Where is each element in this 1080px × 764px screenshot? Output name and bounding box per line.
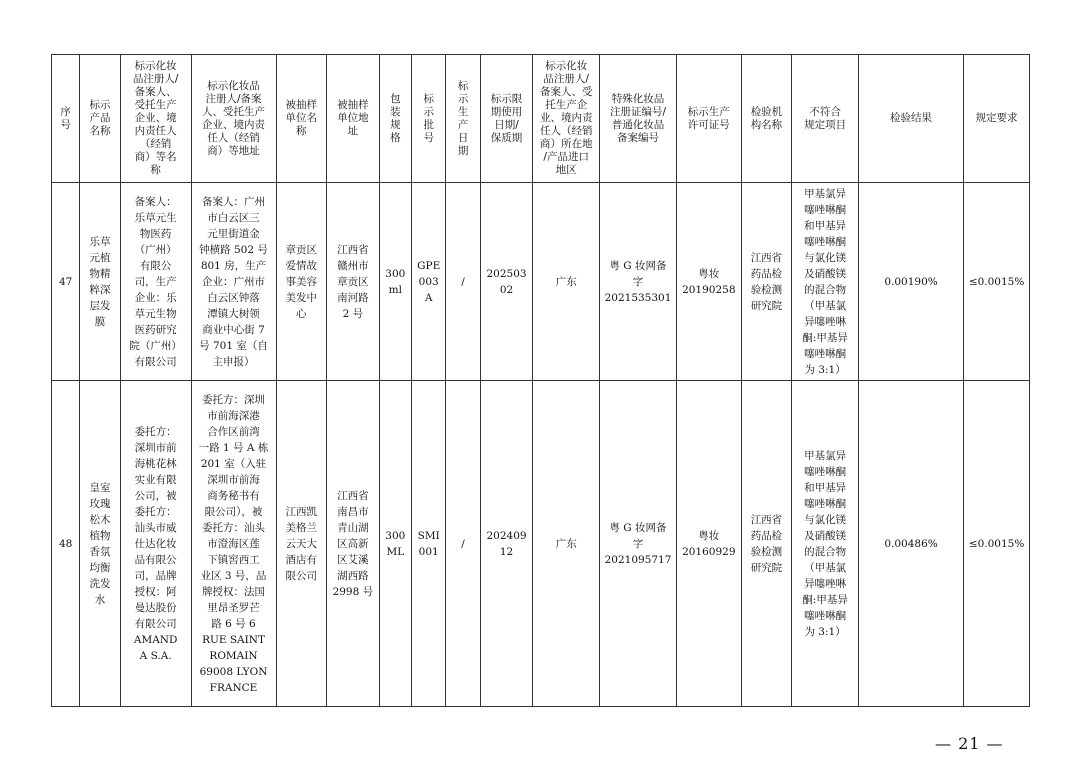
cell-license: 粤妆 20160929: [676, 381, 741, 707]
cell-no: 47: [52, 183, 80, 381]
cell-address: 备案人：广州 市白云区三 元里街道金 钟横路 502 号 801 房，生产 企业：广州市 白云区钟落 潭镇大树领 商业中心街 7 号 701 室（自 主申报）: [191, 183, 276, 381]
table-header-row: [52, 55, 1030, 183]
cell-sampled-unit: 江西凯 美格兰 云天大 酒店有 限公司: [276, 381, 327, 707]
cell-batch: SMI 001: [412, 381, 446, 707]
cell-result: 0.00190%: [858, 183, 963, 381]
cell-spec: 300 ml: [379, 183, 411, 381]
cell-registration-no: 粤 G 妆网备 字 2021535301: [600, 183, 677, 381]
header-registration-no: 特殊化妆品 注册证编号/ 普通化妆品 备案编号: [600, 55, 677, 183]
header-requirement: 规定要求: [964, 55, 1030, 183]
header-product-name: 标示 产品 名称: [80, 55, 120, 183]
cell-spec: 300 ML: [379, 381, 411, 707]
cell-sampled-address: 江西省 南昌市 青山湖 区高新 区艾溪 湖西路 2998 号: [327, 381, 380, 707]
header-region: 标示化妆 品注册人/ 备案人、受 托生产企 业、境内责 任人（经销 商）所在地 /产品进口 地区: [533, 55, 600, 183]
cell-expiry: 202409 12: [480, 381, 533, 707]
cell-failed-item: 甲基氯异 噻唑啉酮 和甲基异 噻唑啉酮 与氯化镁 及硝酸镁 的混合物 （甲基氯 异噻唑啉 酮:甲基异 噻唑啉酮 为 3:1）: [792, 183, 859, 381]
cell-requirement: ≤0.0015%: [964, 183, 1030, 381]
cell-region: 广东: [533, 183, 600, 381]
cell-expiry: 202503 02: [480, 183, 533, 381]
header-result: 检验结果: [858, 55, 963, 183]
header-lab: 检验机 构名称: [741, 55, 792, 183]
page-number: — 21 —: [935, 734, 1004, 753]
cell-requirement: ≤0.0015%: [964, 381, 1030, 707]
cell-failed-item: 甲基氯异 噻唑啉酮 和甲基异 噻唑啉酮 与氯化镁 及硝酸镁 的混合物 （甲基氯 异噻唑啉 酮:甲基异 噻唑啉酮 为 3:1）: [792, 381, 859, 707]
header-spec: 包 装 规 格: [379, 55, 411, 183]
table-row: [52, 183, 1030, 381]
cell-production-date: /: [446, 381, 480, 707]
cell-address: 委托方：深圳 市前海深港 合作区前湾 一路 1 号 A 栋 201 室（入驻 深圳市前海 商务秘书有 限公司），被 委托方：汕头 市澄海区莲 下镇窖西工 业区 3 号，品 牌授权：法国 里昂圣罗芒 路 6 号 6 RUE SAINT ROMAIN 69008 LYON FRANCE: [191, 381, 276, 707]
cell-product-name: 乐草 元植 物精 粹深 层发 膜: [80, 183, 120, 381]
cell-registration-no: 粤 G 妆网备 字 2021095717: [600, 381, 677, 707]
header-license: 标示生产 许可证号: [676, 55, 741, 183]
cell-product-name: 皇室 玫瑰 松木 植物 香氛 均衡 洗发 水: [80, 381, 120, 707]
cell-result: 0.00486%: [858, 381, 963, 707]
inspection-table: [51, 54, 1030, 707]
header-no: 序 号: [52, 55, 80, 183]
header-company: 标示化妆 品注册人/ 备案人、 受托生产 企业、境 内责任人 （经销 商）等名 称: [120, 55, 191, 183]
cell-lab: 江西省 药品检 验检测 研究院: [741, 381, 792, 707]
cell-region: 广东: [533, 381, 600, 707]
cell-license: 粤妆 20190258: [676, 183, 741, 381]
cell-company: 委托方： 深圳市前 海桃花林 实业有限 公司，被 委托方： 汕头市威 仕达化妆 品有限公 司，品牌 授权：阿 曼达股份 有限公司 AMAND A S.A.: [120, 381, 191, 707]
header-sampled-unit: 被抽样 单位名 称: [276, 55, 327, 183]
header-sampled-address: 被抽样 单位地 址: [327, 55, 380, 183]
table-row: [52, 381, 1030, 707]
header-failed-item: 不符合 规定项目: [792, 55, 859, 183]
header-batch: 标 示 批 号: [412, 55, 446, 183]
header-expiry: 标示限 期使用 日期/ 保质期: [480, 55, 533, 183]
cell-no: 48: [52, 381, 80, 707]
header-production-date: 标 示 生 产 日 期: [446, 55, 480, 183]
cell-batch: GPE 003 A: [412, 183, 446, 381]
cell-sampled-unit: 章贡区 爱情故 事美容 美发中 心: [276, 183, 327, 381]
cell-production-date: /: [446, 183, 480, 381]
cell-company: 备案人： 乐草元生 物医药 （广州） 有限公 司，生产 企业：乐 草元生物 医药研究 院（广州） 有限公司: [120, 183, 191, 381]
cell-lab: 江西省 药品检 验检测 研究院: [741, 183, 792, 381]
cell-sampled-address: 江西省 赣州市 章贡区 南河路 2 号: [327, 183, 380, 381]
header-address: 标示化妆品 注册人/备案 人、受托生产 企业、境内责 任人（经销 商）等地址: [191, 55, 276, 183]
